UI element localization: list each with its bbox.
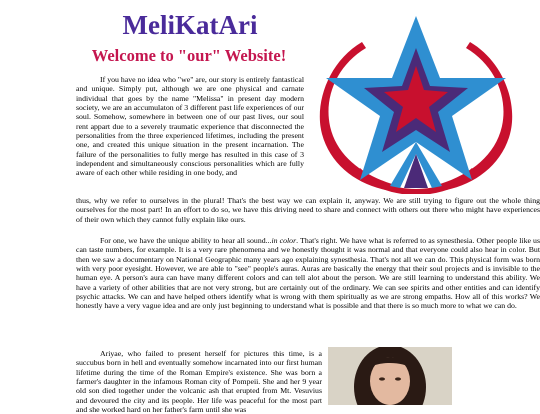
abilities-text-a: For one, we have the unique ability to hear all sound... <box>100 236 272 245</box>
abilities-text-b: . That's right. We have what is referred to as synesthesia. Other people like us can taste numbers, for example. It is a very rare phenomena and we honestly thought it was normal and that everyone could also hear in color. But then we saw a documentary on National Geographic many years ago explaining synesthesia. That's not all we can do. This physical form was born with very poor eyesight. However, we are able to "see" people's auras. Auras are basically the energy that their soul projects and is invisible to the human eye. A person's aura can have many different colors and can tell alot about the person. We are still learning to understand this ability. We have a variety of other abilities that are not very strong, but are certainly out of the ordinary. We can see spirits and other entities and can identify psychic attacks. We can and have helped others identify what is wrong with them spiritually as we are strong empaths. How all of this works? We honestly have a very vague idea and are only just beginning to understand what is possible and that there is so much more to what we can do. <box>76 236 540 311</box>
abilities-paragraph <box>76 236 540 311</box>
welcome-heading: Welcome to "our" Website! <box>91 46 287 65</box>
star-crescent-logo <box>300 8 532 194</box>
intro-paragraph <box>76 75 304 178</box>
abilities-emphasis: in color <box>271 236 297 245</box>
portrait-photo <box>328 347 452 405</box>
ariyae-paragraph <box>76 349 322 414</box>
intro-text: If you have no idea who "we" are, our story is entirely fantastical and unique. Simply put, although we are one physical and carnate individual that goes by the name "Melissa" in present day modern society, we are an accumulaton of 3 different past life experiences of our soul. Somehow, somewhere in between one of our past lives, our soul rent appart due to a severely traumatic experience that disconnected the personalities from the three experienced lifetimes, including the present one, and created this unique situation in the present incarnation. The failure of the personalities to fully merge has resulted in this case of 3 independent and simultaneously conscious personalities which are fully aware of each other while residing in one body, and <box>76 75 304 178</box>
site-title: MeliKatAri <box>122 10 258 40</box>
ariyae-text: Ariyae, who failed to present herself for pictures this time, is a succubus born in hell and eventually somehow incarnated into our first human lifetime during the time of the Roman Empire's existence. She was born a farmer's daughter in the infamous Roman city of Pompeii. She and her 9 year old son died together under the volcanic ash that erupted from Mt. Vesuvius and devoured the city and its people. Her life was peaceful for the most part and she worked hard on her father's farm until she was <box>76 349 322 414</box>
portrait-image <box>328 347 452 405</box>
intro-paragraph-continued: thus, why we refer to ourselves in the plural! That's the best way we can explain it, anyway. We are still trying to figure out the whole thing ourselves for the most part! In an effort to do so, we have this driving need to share and connect with others out there who might have experiences of their own which they cannot fully explain like ours. <box>76 196 540 224</box>
